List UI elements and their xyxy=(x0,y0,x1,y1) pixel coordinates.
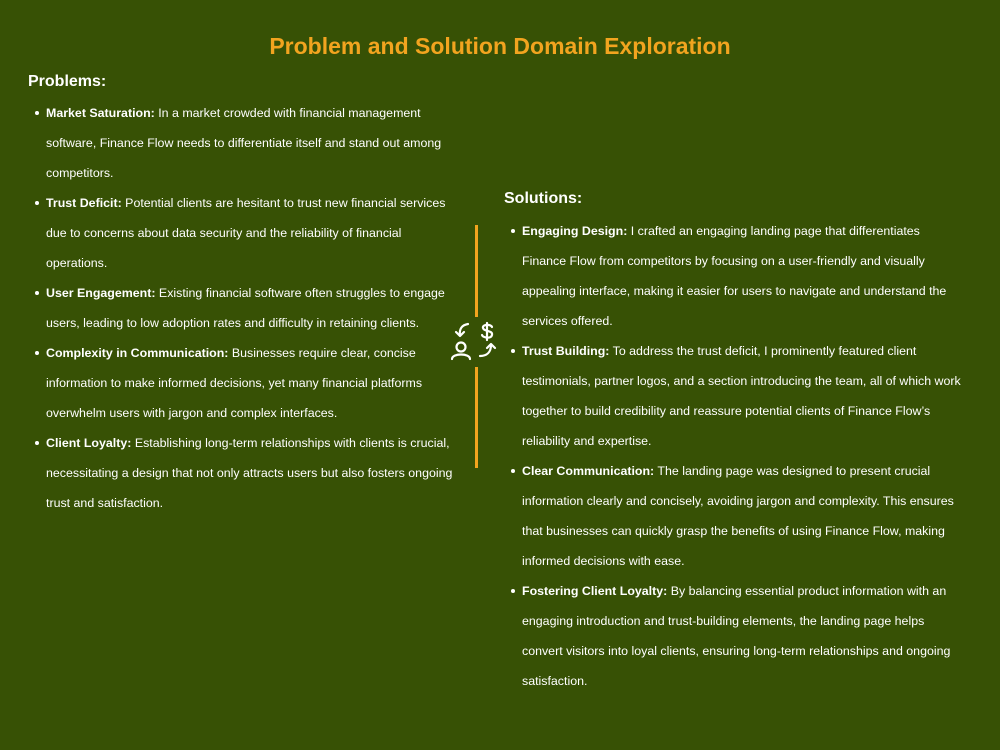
solution-item-clear-communication xyxy=(522,456,967,576)
solution-text: To address the trust deficit, I prominently featured client testimonials, partner logos, and a section introducing the team, all of which work together to build credibility and reassure potential clients of Finance Flow’s reliability and expertise. xyxy=(522,344,961,448)
solution-item-engaging-design xyxy=(522,216,967,336)
problem-text: Establishing long-term relationships with clients is crucial, necessitating a design that not only attracts users but also fosters ongoing trust and satisfaction. xyxy=(46,436,453,510)
solution-label: Engaging Design: xyxy=(522,224,628,238)
problem-text: Existing financial software often struggles to engage users, leading to low adoption rates and difficulty in retaining clients. xyxy=(46,286,445,330)
solution-text: I crafted an engaging landing page that differentiates Finance Flow from competitors by focusing on a user-friendly and visually appealing interface, making it easier for users to navigate and understand the services offered. xyxy=(522,224,947,328)
problem-label: Complexity in Communication: xyxy=(46,346,229,360)
problem-item-trust-deficit xyxy=(46,188,466,278)
solution-text: By balancing essential product information with an engaging introduction and trust-building elements, the landing page helps convert visitors into loyal clients, ensuring long-term relationships and ongoing satisfaction. xyxy=(522,584,951,688)
solution-item-fostering-client-loyalty xyxy=(522,576,967,696)
problem-label: Trust Deficit: xyxy=(46,196,122,210)
problems-list xyxy=(28,98,466,518)
page-title: Problem and Solution Domain Exploration xyxy=(269,33,731,59)
solutions-heading: Solutions: xyxy=(504,190,583,207)
solution-item-trust-building xyxy=(522,336,967,456)
solution-label: Fostering Client Loyalty: xyxy=(522,584,668,598)
divider-line-top xyxy=(475,225,478,317)
problem-item-client-loyalty xyxy=(46,428,466,518)
problem-item-complexity-in-communication xyxy=(46,338,466,428)
solution-text: The landing page was designed to present crucial information clearly and concisely, avoiding jargon and complexity. This ensures that businesses can quickly grasp the benefits of using Finance Flow, making informed decisions with ease. xyxy=(522,464,954,568)
problem-text: Businesses require clear, concise information to make informed decisions, yet many financial platforms overwhelm users with jargon and complex interfaces. xyxy=(46,346,423,420)
solution-label: Clear Communication: xyxy=(522,464,655,478)
problem-label: Client Loyalty: xyxy=(46,436,132,450)
problems-heading: Problems: xyxy=(28,73,107,90)
problem-text: Potential clients are hesitant to trust new financial services due to concerns about data security and the reliability of financial operations. xyxy=(46,196,446,270)
solution-label: Trust Building: xyxy=(522,344,610,358)
problem-item-market-saturation xyxy=(46,98,466,188)
problem-text: In a market crowded with financial management software, Finance Flow needs to differentiate itself and stand out among competitors. xyxy=(46,106,442,180)
problem-label: User Engagement: xyxy=(46,286,156,300)
user-money-exchange-icon xyxy=(449,318,499,362)
problem-item-user-engagement xyxy=(46,278,466,338)
problem-label: Market Saturation: xyxy=(46,106,155,120)
solutions-list xyxy=(504,216,967,696)
divider-line-bottom xyxy=(475,367,478,468)
